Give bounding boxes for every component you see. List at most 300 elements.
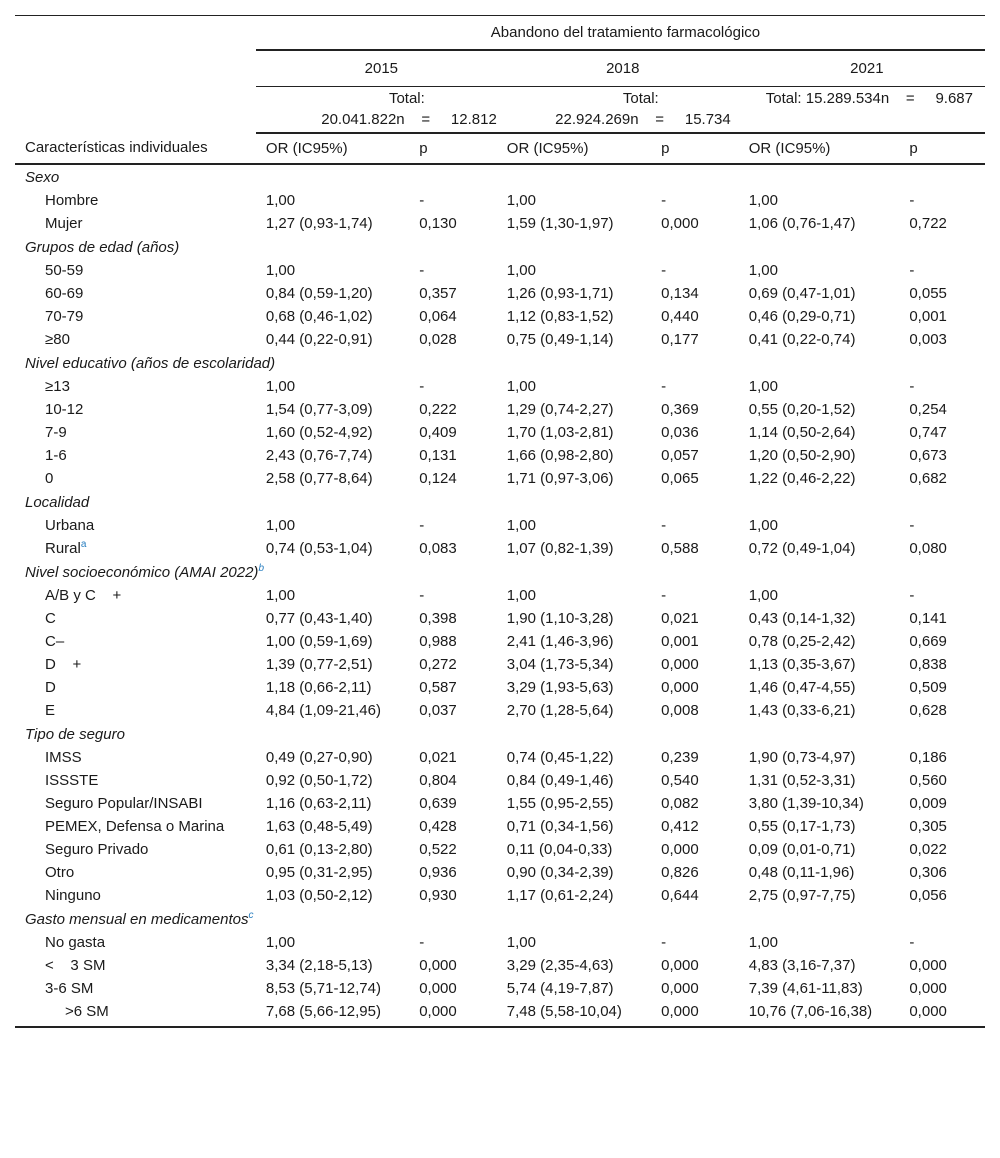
p-cell: - (661, 587, 667, 604)
or-cell: 0,41 (0,22-0,74) (748, 331, 856, 348)
table-row (15, 467, 985, 490)
row-label-text: Otro (45, 864, 75, 881)
section-row (15, 164, 985, 189)
row-label-text: C (45, 610, 56, 627)
or-cell: 3,80 (1,39-10,34) (748, 795, 864, 812)
table-row (15, 514, 985, 537)
p-cell: 0,001 (909, 308, 947, 325)
total-2021-line1: Total: 15.289.534n = 9.687 (765, 90, 973, 107)
p-cell: 0,673 (909, 447, 947, 464)
row-label-text: C– (45, 633, 65, 650)
row-label (15, 189, 256, 212)
p-header: p (899, 133, 985, 164)
p-cell: 0,134 (661, 285, 699, 302)
or-cell: 0,90 (0,34-2,39) (506, 864, 614, 881)
p-cell: 0,988 (419, 633, 457, 650)
or-cell: 1,00 (748, 517, 778, 534)
p-cell: 0,036 (661, 424, 699, 441)
row-label (15, 861, 256, 884)
p-cell: 0,131 (419, 447, 457, 464)
p-cell: 0,000 (661, 679, 699, 696)
section-title-text: Sexo (25, 169, 60, 186)
section-row (15, 235, 985, 259)
p-cell: - (909, 262, 915, 279)
or-cell: 1,12 (0,83-1,52) (506, 308, 614, 325)
table-row (15, 398, 985, 421)
section-title-text: Gasto mensual en medicamentos (25, 911, 249, 928)
row-label (15, 954, 256, 977)
table-row (15, 746, 985, 769)
row-label-text: Seguro Privado (45, 841, 149, 858)
p-cell: 0,141 (909, 610, 947, 627)
section-title (15, 907, 985, 931)
table-row (15, 931, 985, 954)
p-cell: 0,000 (419, 980, 457, 997)
or-cell: 7,48 (5,58-10,04) (497, 1000, 651, 1027)
or-cell: 1,26 (0,93-1,71) (506, 285, 614, 302)
or-cell: 0,55 (0,20-1,52) (748, 401, 856, 418)
p-cell: 0,083 (419, 540, 457, 557)
p-cell: - (909, 192, 915, 209)
row-label-text: Ninguno (45, 887, 101, 904)
or-cell: 1,00 (748, 192, 778, 209)
or-cell: 1,00 (506, 517, 536, 534)
p-cell: - (661, 517, 667, 534)
p-cell: 0,000 (661, 215, 699, 232)
p-cell: 0,412 (661, 818, 699, 835)
table-row (15, 792, 985, 815)
row-label-text: D (45, 679, 56, 696)
or-cell: 7,68 (5,66-12,95) (256, 1000, 409, 1027)
or-cell: 3,29 (1,93-5,63) (506, 679, 614, 696)
or-cell: 1,55 (0,95-2,55) (506, 795, 614, 812)
row-label-text: IMSS (45, 749, 82, 766)
p-cell: 0,186 (909, 749, 947, 766)
row-label (15, 259, 256, 282)
p-cell: 0,080 (909, 540, 947, 557)
or-cell: 1,46 (0,47-4,55) (748, 679, 856, 696)
or-cell: 2,70 (1,28-5,64) (506, 702, 614, 719)
p-cell: 0,747 (909, 424, 947, 441)
group-title: Abandono del tratamiento farmacológico (256, 16, 985, 51)
p-cell: 0,826 (661, 864, 699, 881)
row-label (15, 282, 256, 305)
row-label-text: ISSSTE (45, 772, 99, 789)
row-label-text: >6 SM (65, 1003, 109, 1020)
section-row (15, 560, 985, 584)
row-label (15, 746, 256, 769)
p-cell: 0,000 (661, 980, 699, 997)
or-header: OR (IC95%) (256, 133, 409, 164)
p-cell: - (419, 262, 425, 279)
row-label-text: Rural (45, 540, 81, 557)
row-label-text: 3-6 SM (45, 980, 94, 997)
or-cell: 1,27 (0,93-1,74) (265, 215, 373, 232)
or-cell: 1,00 (265, 378, 296, 395)
p-cell: 0,037 (419, 702, 457, 719)
row-label (15, 630, 256, 653)
p-cell: 0,682 (909, 470, 947, 487)
or-cell: 1,00 (506, 262, 536, 279)
or-cell: 4,83 (3,16-7,37) (748, 957, 856, 974)
or-cell: 0,49 (0,27-0,90) (265, 749, 373, 766)
p-cell: 0,056 (909, 887, 947, 904)
row-label-text: D + (45, 656, 82, 673)
section-title (15, 722, 985, 746)
p-cell: - (419, 517, 425, 534)
table-row (15, 282, 985, 305)
or-cell: 1,66 (0,98-2,80) (506, 447, 614, 464)
row-label (15, 375, 256, 398)
row-label-text: 10-12 (45, 401, 84, 418)
or-cell: 0,72 (0,49-1,04) (748, 540, 856, 557)
p-cell: 0,522 (419, 841, 457, 858)
table-row (15, 212, 985, 235)
or-cell: 1,70 (1,03-2,81) (506, 424, 614, 441)
or-cell: 1,00 (506, 378, 536, 395)
row-label (15, 444, 256, 467)
or-cell: 3,34 (2,18-5,13) (265, 957, 373, 974)
or-cell: 1,18 (0,66-2,11) (265, 679, 372, 696)
p-cell: 0,082 (661, 795, 699, 812)
table-body (15, 164, 985, 1027)
p-cell: 0,428 (419, 818, 457, 835)
p-cell: 0,409 (419, 424, 457, 441)
section-row (15, 722, 985, 746)
or-cell: 1,22 (0,46-2,22) (748, 470, 856, 487)
or-cell: 2,41 (1,46-3,96) (506, 633, 614, 650)
table-row (15, 699, 985, 722)
row-label-text: 0 (45, 470, 54, 487)
row-label (15, 328, 256, 351)
p-cell: 0,560 (909, 772, 947, 789)
p-cell: - (661, 934, 667, 951)
p-cell: 0,306 (909, 864, 947, 881)
row-label (15, 305, 256, 328)
p-cell: 0,057 (661, 447, 699, 464)
table-row (15, 444, 985, 467)
p-cell: 0,022 (909, 841, 947, 858)
or-cell: 0,78 (0,25-2,42) (748, 633, 856, 650)
p-cell: 0,369 (661, 401, 699, 418)
or-cell: 1,00 (506, 934, 536, 951)
row-label-text: 50-59 (45, 262, 84, 279)
section-title-text: Localidad (25, 494, 90, 511)
or-cell: 1,60 (0,52-4,92) (265, 424, 373, 441)
or-cell: 0,95 (0,31-2,95) (265, 864, 373, 881)
p-header: p (651, 133, 739, 164)
or-cell: 1,43 (0,33-6,21) (748, 702, 856, 719)
section-title (15, 164, 985, 189)
or-cell: 3,04 (1,73-5,34) (506, 656, 614, 673)
p-cell: 0,540 (661, 772, 699, 789)
or-cell: 0,46 (0,29-0,71) (748, 308, 856, 325)
or-cell: 0,71 (0,34-1,56) (506, 818, 614, 835)
p-cell: - (909, 934, 915, 951)
p-cell: 0,000 (419, 957, 457, 974)
table-row (15, 375, 985, 398)
or-cell: 1,90 (0,73-4,97) (748, 749, 856, 766)
or-cell: 1,06 (0,76-1,47) (748, 215, 856, 232)
table-row (15, 815, 985, 838)
section-title (15, 490, 985, 514)
row-label-text: < 3 SM (45, 957, 106, 974)
p-cell: 0,936 (419, 864, 457, 881)
p-cell: - (419, 934, 425, 951)
p-cell: 0,000 (909, 980, 947, 997)
row-label (15, 584, 256, 607)
row-label-text: No gasta (45, 934, 106, 951)
row-label (15, 607, 256, 630)
table-row (15, 861, 985, 884)
or-cell: 1,00 (0,59-1,69) (265, 633, 373, 650)
or-cell: 5,74 (4,19-7,87) (506, 980, 614, 997)
year-2018: 2018 (497, 50, 739, 87)
p-cell: 0,008 (661, 702, 699, 719)
p-cell: 0,000 (909, 957, 947, 974)
p-cell: 0,065 (661, 470, 699, 487)
p-cell: 0,177 (661, 331, 699, 348)
table-row (15, 630, 985, 653)
or-cell: 0,09 (0,01-0,71) (748, 841, 856, 858)
p-cell: 0,357 (419, 285, 457, 302)
footnote-marker[interactable]: a (80, 539, 87, 550)
or-cell: 1,90 (1,10-3,28) (506, 610, 614, 627)
row-label (15, 398, 256, 421)
header-blank (15, 16, 256, 51)
row-label-text: PEMEX, Defensa o Marina (45, 818, 225, 835)
section-row (15, 907, 985, 931)
year-2015: 2015 (256, 50, 497, 87)
p-cell: 0,000 (661, 656, 699, 673)
p-cell: 0,003 (909, 331, 947, 348)
table-row (15, 1000, 985, 1027)
or-cell: 1,29 (0,74-2,27) (506, 401, 614, 418)
or-cell: 0,84 (0,59-1,20) (265, 285, 373, 302)
row-label (15, 884, 256, 907)
p-cell: 0,272 (419, 656, 457, 673)
or-cell: 4,84 (1,09-21,46) (265, 702, 381, 719)
or-cell: 0,75 (0,49-1,14) (506, 331, 614, 348)
p-cell: - (661, 262, 667, 279)
or-cell: 3,29 (2,35-4,63) (506, 957, 614, 974)
or-header: OR (IC95%) (497, 133, 651, 164)
p-cell: 0,628 (909, 702, 947, 719)
table-row (15, 838, 985, 861)
or-cell: 1,07 (0,82-1,39) (506, 540, 614, 557)
table-row (15, 584, 985, 607)
p-cell: 0,028 (419, 331, 457, 348)
row-label-text: Seguro Popular/INSABI (45, 795, 203, 812)
p-cell: - (909, 517, 915, 534)
row-label-text: A/B y C + (45, 587, 122, 604)
or-cell: 0,77 (0,43-1,40) (265, 610, 373, 627)
or-cell: 1,00 (748, 262, 778, 279)
row-label-text: Mujer (45, 215, 83, 232)
or-cell: 0,74 (0,53-1,04) (265, 540, 373, 557)
p-cell: - (661, 192, 667, 209)
p-cell: 0,639 (419, 795, 457, 812)
total-2018-line2: 22.924.269n = 15.734 (555, 111, 731, 128)
or-cell: 0,74 (0,45-1,22) (506, 749, 614, 766)
or-cell: 0,84 (0,49-1,46) (506, 772, 614, 789)
or-cell: 2,43 (0,76-7,74) (265, 447, 373, 464)
p-cell: 0,009 (909, 795, 947, 812)
section-title-text: Tipo de seguro (25, 726, 125, 743)
row-label (15, 977, 256, 1000)
row-label-text: ≥13 (45, 378, 70, 395)
p-cell: 0,509 (909, 679, 947, 696)
p-cell: 0,804 (419, 772, 457, 789)
table-row (15, 954, 985, 977)
or-cell: 1,00 (748, 587, 778, 604)
p-cell: - (419, 192, 425, 209)
p-cell: 0,722 (909, 215, 947, 232)
p-cell: 0,064 (419, 308, 457, 325)
or-cell: 1,00 (506, 192, 536, 209)
p-cell: 0,000 (651, 1000, 739, 1027)
or-cell: 1,00 (265, 587, 296, 604)
p-cell: - (419, 587, 425, 604)
or-cell: 8,53 (5,71-12,74) (265, 980, 381, 997)
table-row (15, 769, 985, 792)
p-cell: 0,440 (661, 308, 699, 325)
section-title (15, 351, 985, 375)
or-cell: 0,48 (0,11-1,96) (748, 864, 855, 881)
or-cell: 0,61 (0,13-2,80) (265, 841, 373, 858)
or-cell: 0,43 (0,14-1,32) (748, 610, 856, 627)
p-cell: 0,000 (661, 957, 699, 974)
row-label (15, 792, 256, 815)
p-cell: 0,000 (661, 841, 699, 858)
or-cell: 2,58 (0,77-8,64) (265, 470, 373, 487)
or-cell: 0,44 (0,22-0,91) (265, 331, 373, 348)
p-cell: 0,021 (419, 749, 457, 766)
or-cell: 1,00 (506, 587, 536, 604)
table-row (15, 676, 985, 699)
row-label-text: 1-6 (45, 447, 67, 464)
row-label-text: 7-9 (45, 424, 67, 441)
p-cell: 0,305 (909, 818, 947, 835)
p-cell: 0,838 (909, 656, 947, 673)
or-cell: 1,71 (0,97-3,06) (506, 470, 614, 487)
row-label (15, 212, 256, 235)
or-cell: 0,92 (0,50-1,72) (265, 772, 373, 789)
p-cell: 0,254 (909, 401, 947, 418)
total-2015-line2: 20.041.822n = 12.812 (321, 111, 497, 128)
or-cell: 1,00 (265, 262, 296, 279)
or-cell: 1,00 (748, 934, 778, 951)
p-cell: 0,930 (419, 887, 457, 904)
row-label (15, 676, 256, 699)
total-2018-line1: Total: (622, 90, 659, 107)
p-cell: 0,000 (409, 1000, 497, 1027)
p-header: p (409, 133, 497, 164)
row-label-text: 60-69 (45, 285, 84, 302)
p-cell: - (909, 587, 915, 604)
row-label-text: Hombre (45, 192, 99, 209)
or-cell: 10,76 (7,06-16,38) (739, 1000, 900, 1027)
p-cell: 0,001 (661, 633, 699, 650)
table-row (15, 884, 985, 907)
p-cell: 0,130 (419, 215, 457, 232)
total-2015-line1: Total: (388, 90, 425, 107)
row-label (15, 514, 256, 537)
table-row (15, 259, 985, 282)
or-cell: 2,75 (0,97-7,75) (748, 887, 856, 904)
table-row (15, 977, 985, 1000)
table-row (15, 305, 985, 328)
or-cell: 1,17 (0,61-2,24) (506, 887, 614, 904)
p-cell: 0,644 (661, 887, 699, 904)
or-cell: 0,11 (0,04-0,33) (506, 841, 613, 858)
or-cell: 1,00 (265, 192, 296, 209)
p-cell: - (909, 378, 915, 395)
p-cell: 0,398 (419, 610, 457, 627)
row-label (15, 1000, 256, 1027)
or-cell: 1,03 (0,50-2,12) (265, 887, 373, 904)
total-2018 (497, 87, 739, 134)
p-cell: 0,000 (899, 1000, 985, 1027)
or-cell: 1,13 (0,35-3,67) (748, 656, 856, 673)
table-row (15, 653, 985, 676)
p-cell: - (419, 378, 425, 395)
or-cell: 1,20 (0,50-2,90) (748, 447, 856, 464)
or-cell: 1,59 (1,30-1,97) (506, 215, 614, 232)
table-row (15, 607, 985, 630)
row-label (15, 421, 256, 444)
or-cell: 1,00 (748, 378, 778, 395)
or-cell: 0,68 (0,46-1,02) (265, 308, 373, 325)
or-cell: 1,63 (0,48-5,49) (265, 818, 373, 835)
p-cell: 0,588 (661, 540, 699, 557)
p-cell: 0,587 (419, 679, 457, 696)
p-cell: 0,239 (661, 749, 699, 766)
table-row (15, 328, 985, 351)
row-label-header: Características individuales (15, 133, 256, 164)
table-row (15, 189, 985, 212)
or-header: OR (IC95%) (739, 133, 900, 164)
or-cell: 1,00 (265, 934, 296, 951)
section-title-text: Grupos de edad (años) (25, 239, 180, 256)
section-title (15, 560, 985, 584)
total-2021 (739, 87, 985, 134)
footnote-marker[interactable]: b (258, 563, 264, 574)
or-cell: 7,39 (4,61-11,83) (748, 980, 863, 997)
section-row (15, 490, 985, 514)
or-cell: 1,16 (0,63-2,11) (265, 795, 372, 812)
or-cell: 1,39 (0,77-2,51) (265, 656, 373, 673)
or-cell: 1,14 (0,50-2,64) (748, 424, 856, 441)
or-cell: 1,54 (0,77-3,09) (265, 401, 373, 418)
row-label (15, 537, 256, 560)
total-2015 (256, 87, 497, 134)
or-cell: 0,55 (0,17-1,73) (748, 818, 856, 835)
section-title-text: Nivel socioeconómico (AMAI 2022) (25, 564, 259, 581)
row-label (15, 838, 256, 861)
row-label (15, 699, 256, 722)
year-2021: 2021 (739, 50, 985, 87)
footnote-marker[interactable]: c (248, 910, 254, 921)
section-title-text: Nivel educativo (años de escolaridad) (25, 355, 276, 372)
row-label (15, 815, 256, 838)
p-cell: 0,669 (909, 633, 947, 650)
p-cell: 0,124 (419, 470, 457, 487)
row-label-text: E (45, 702, 56, 719)
p-cell: - (661, 378, 667, 395)
section-title (15, 235, 985, 259)
or-cell: 1,31 (0,52-3,31) (748, 772, 856, 789)
